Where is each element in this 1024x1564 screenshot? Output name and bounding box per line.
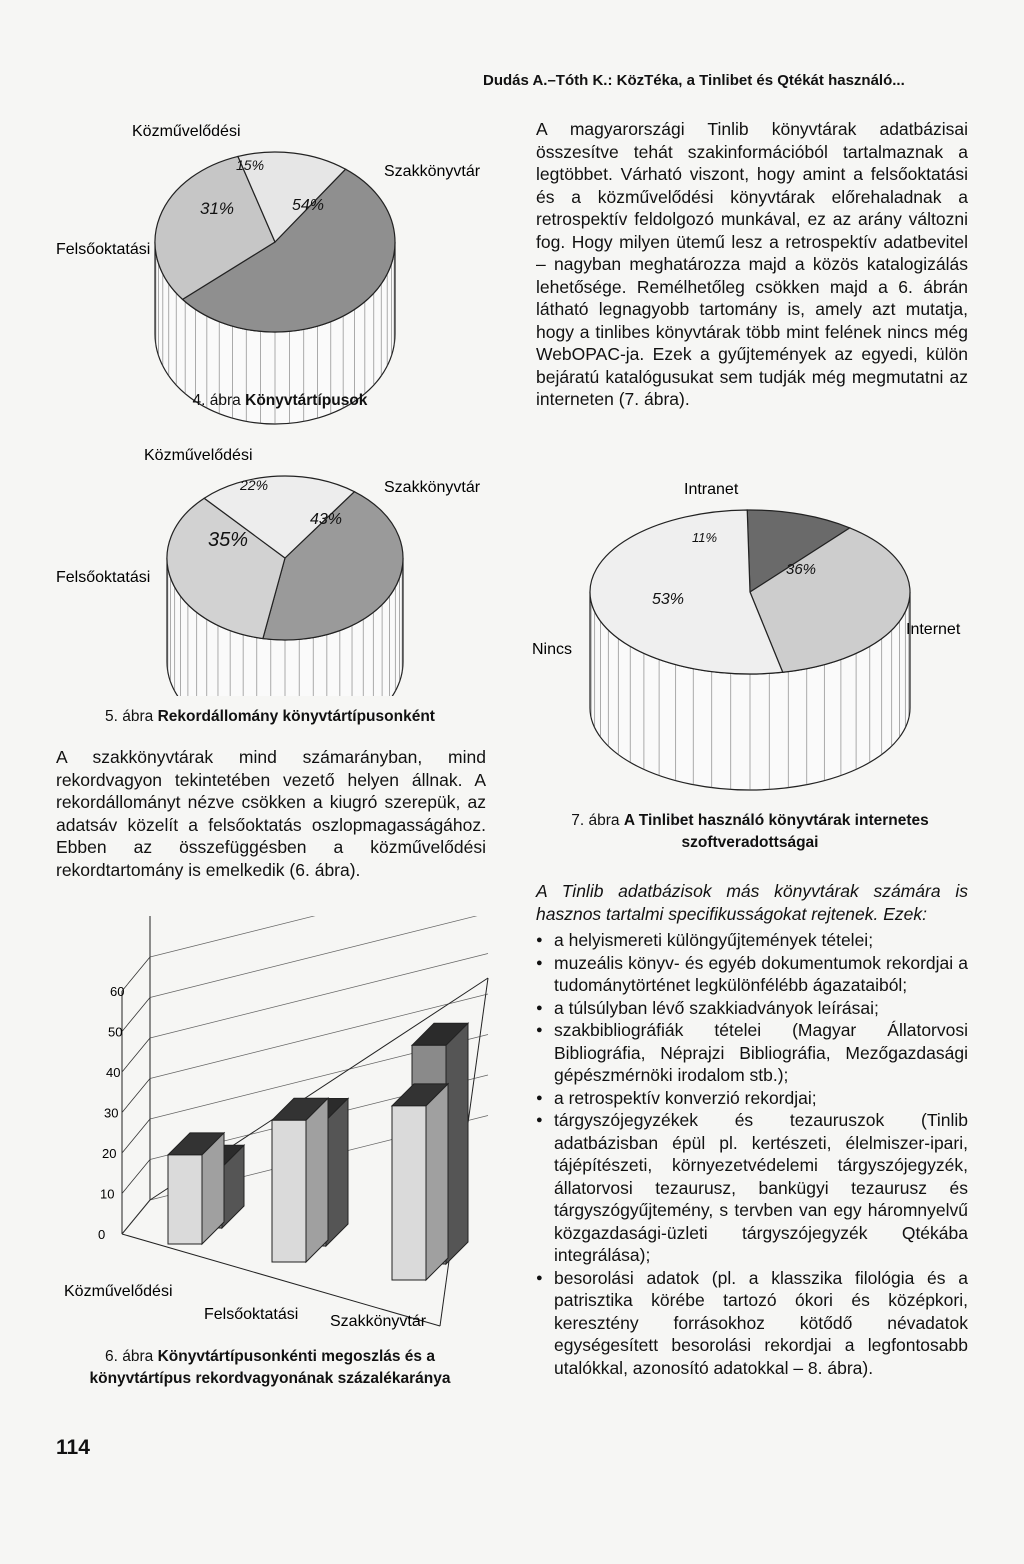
fig6-bar-back-side [326, 1098, 348, 1246]
fig7-label-intranet: Intranet [684, 481, 739, 498]
fig6-grid-line [122, 957, 150, 991]
paragraph-right: A magyarországi Tinlib könyvtárak adatbázisai összesítve tehát szakinformációból tartalmaznak a legtöbbet. Várható viszont, hogy amint a felsőoktatási és a közművelődési könyvtárak előrehaladnak a retrospektív feldolgozó munkával, ez az arány változni fog. Hogy milyen ütemű lesz a retrospektív adatbevitel – nagyban meghatározza majd a közös katalogizálás lehetősége. Remélhetőleg csökken majd a 6. ábrán látható legnagyobb tartomány is, amely azt mutatja, hogy a tinlibes könyvtárak több mint felének nincs még WebOPAC-ja. Ezek a gyűjtemények az egyedi, külön bejáratú katalógusukat sem tudják még megmutatni az interneten (7. ábra). [536, 119, 968, 409]
fig7-g-pct-label: 11% [692, 530, 718, 545]
fig7-caption: 7. ábra A Tinlibet használó könyvtárak internetes szoftveradottságai [571, 812, 929, 851]
fig4-g-pct-label: 15% [236, 157, 265, 173]
fig6-ytick-label: 0 [98, 1227, 106, 1242]
fig6-caption: 6. ábra Könyvtártípusonkénti megoszlás és a könyvtártípus rekordvagyonának százalékaránya [89, 1348, 451, 1387]
fig7-label-internet: Internet [906, 621, 961, 638]
list-item: ● muzeális könyv- és egyéb dokumentumok rekordjai a tudománytörténet legkülönfélébb ágazataiból; [536, 952, 968, 997]
fig5-caption: 5. ábra Rekordállomány könyvtártípusonként [105, 708, 435, 725]
fig6-grid-line [122, 1200, 150, 1234]
fig4-label-kozmuv: Közművelődési [132, 123, 241, 140]
fig6-grid-line [150, 916, 488, 998]
fig6-bar-front-front [272, 1120, 306, 1262]
fig6-ytick-label: 60 [110, 984, 125, 999]
fig7-label-nincs: Nincs [532, 641, 573, 658]
fig5-g-pct-label: 22% [240, 477, 269, 493]
fig6-xlabel-kozmuv: Közművelődési [64, 1283, 173, 1300]
running-header: Dudás A.–Tóth K.: KözTéka, a Tinlibet és Qtékát használó... [483, 72, 905, 89]
fig6-grid-line [122, 1119, 150, 1153]
fig6-bar-chart [40, 916, 510, 1336]
fig6-ytick-label: 30 [104, 1105, 119, 1121]
fig6-grid-line [122, 1038, 150, 1072]
fig4-caption: 4. ábra Könyvtártípusok [192, 392, 368, 409]
fig5-g-pct-label: 43% [310, 511, 343, 528]
fig6-xlabel-felso: Felsőoktatási [204, 1306, 299, 1323]
fig6-bar-front-front [168, 1155, 202, 1244]
fig4-g-pct-label: 31% [200, 199, 235, 218]
fig5-label-kozmuv: Közművelődési [144, 447, 253, 464]
list-item: ● tárgyszójegyzékek és tezauruszok (Tinlib adatbázisban épül pl. kertészeti, élelmiszer-ipari, tájépítészeti, környezetvédelemi tárgyszójegyzék, állatorvosi tezaurusz, bankügyi tezaurusz és tárgyszógyűjtemény, s tervben van egy háromnyelvű közgazdasági-üzleti tárgyszójegyzék Qtékába integrálása); [536, 1109, 968, 1267]
list-item: ● a helyismereti különgyűjtemények tételei; [536, 929, 968, 952]
fig4-label-szak: Szakkönyvtár [384, 163, 481, 180]
fig6-grid-line [122, 998, 150, 1032]
list-item: ● a túlsúlyban lévő szakkiadványok leírásai; [536, 997, 968, 1020]
list-item: ● besorolási adatok (pl. a klasszika filológia és a patrisztika körébe tartozó ókori és középkori, keresztény forrásokhoz kötődő névadatok egységesített besorolási rekordjai a legfontosabb utalókkal, azonosító adatokkal – 8. ábra). [536, 1267, 968, 1380]
fig6-ytick-label: 50 [108, 1024, 123, 1040]
fig5-pie-chart [40, 436, 520, 696]
fig4-label-felso: Felsőoktatási [56, 241, 151, 258]
fig7-g-pct-label: 53% [652, 591, 685, 608]
fig5-label-szak: Szakkönyvtár [384, 479, 481, 496]
fig6-grid-line [122, 1160, 150, 1194]
fig6-bar-front-side [426, 1084, 448, 1280]
fig6-ytick-label: 40 [106, 1065, 121, 1080]
fig7-pie-chart [520, 470, 990, 810]
fig5-g-pct-label: 35% [208, 529, 249, 551]
fig6-xlabel-szak: Szakkönyvtár [330, 1313, 427, 1330]
fig6-ytick-label: 10 [100, 1186, 115, 1202]
fig6-bar-front-front [392, 1106, 426, 1280]
fig6-ytick-label: 20 [102, 1146, 117, 1161]
fig6-grid-line [150, 916, 488, 957]
fig5-label-felso: Felsőoktatási [56, 569, 151, 586]
page-number: 114 [56, 1436, 90, 1459]
fig7-intro-text: A Tinlib adatbázisok más könyvtárak számára is hasznos tartalmi specifikusságokat rejtenek. Ezek: [536, 881, 968, 924]
fig7-g-pct-label: 36% [786, 561, 817, 578]
fig7-intro-paragraph [536, 880, 968, 925]
bullet-list [536, 929, 968, 1379]
list-item: ● szakbibliográfiák tételei (Magyar Állatorvosi Bibliográfia, Néprajzi Bibliográfia, Mezőgazdasági gépészmérnöki irodalom stb.); [536, 1019, 968, 1087]
fig6-grid-line [122, 1079, 150, 1113]
list-item: ● a retrospektív konverzió rekordjai; [536, 1087, 968, 1110]
fig4-g-pct-label: 54% [292, 197, 325, 214]
paragraph-left: A szakkönyvtárak mind számarányban, mind rekordvagyon tekintetében vezető helyen állnak. A rekordállományt nézve csökken a kiugró szerepük, az adatsáv közelít a felsőoktatás oszlopmagasságához. Ebben az összefüggésben a közművelődési rekordtartomány is emelkedik (6. ábra). [56, 747, 486, 880]
fig6-bar-front-side [306, 1098, 328, 1262]
fig6-bar-back-side [446, 1023, 468, 1264]
